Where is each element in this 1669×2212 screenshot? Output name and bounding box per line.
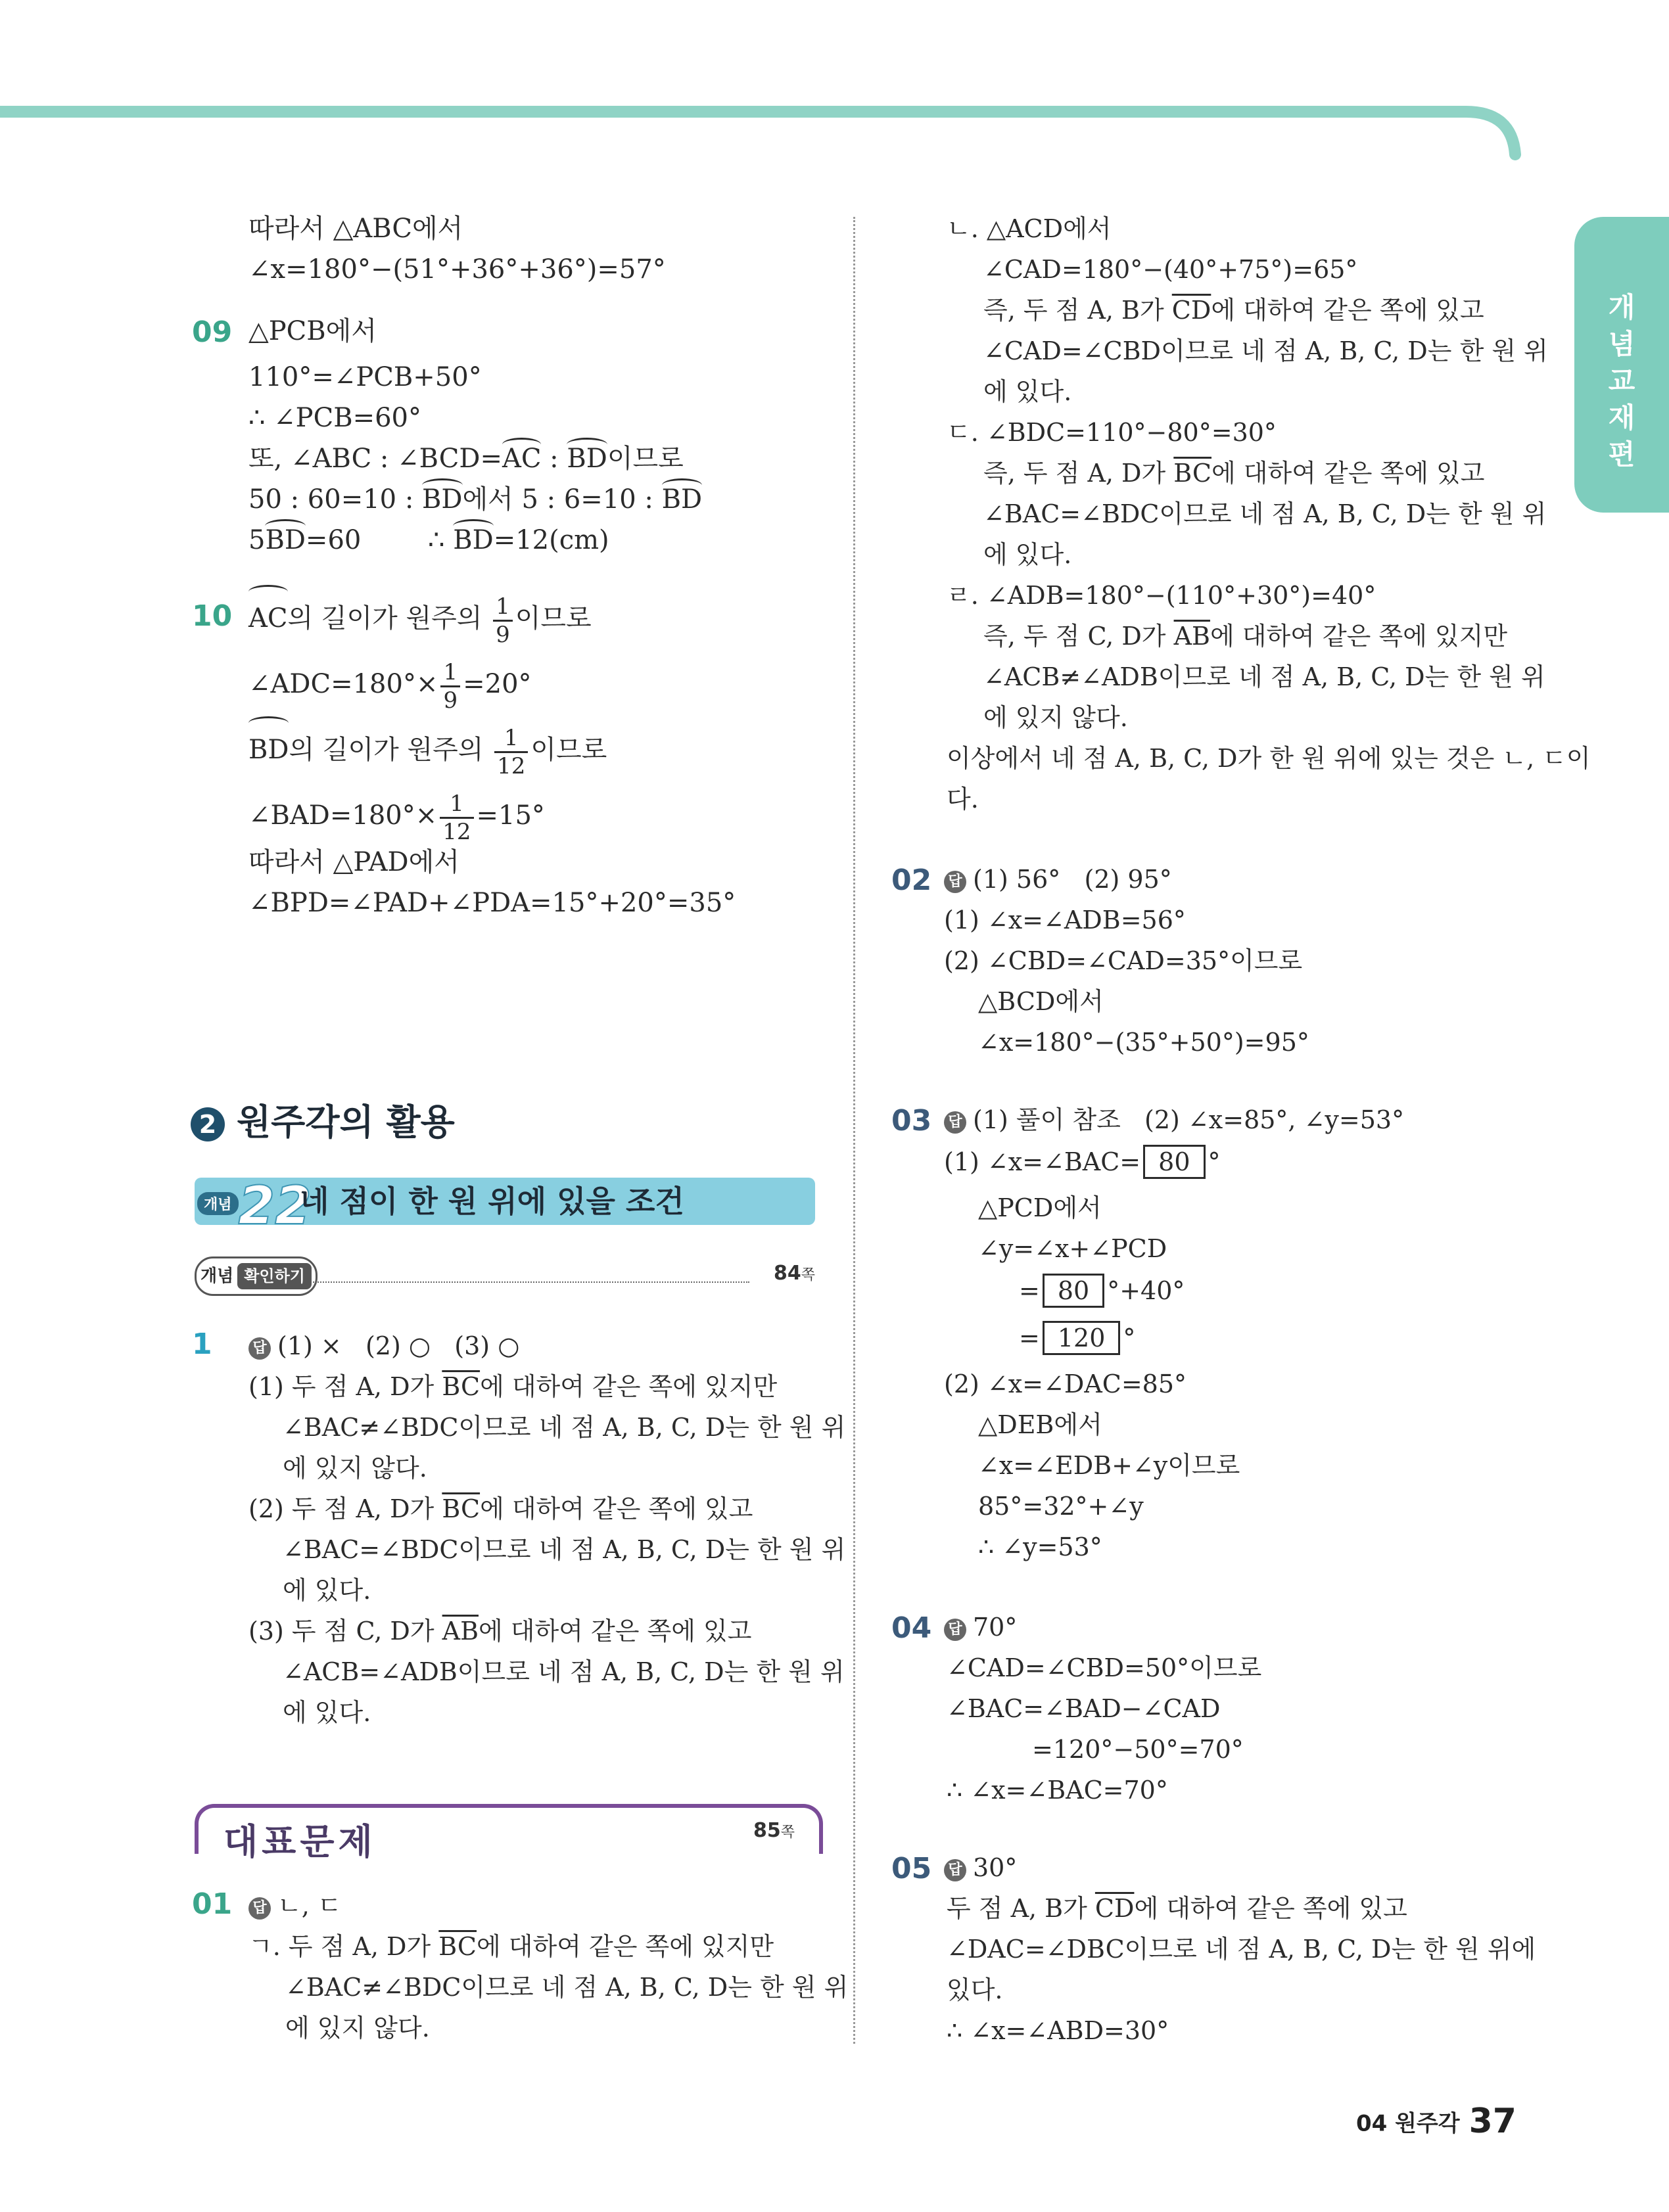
text-segment: 에 대하여 같은 쪽에 있고 [1134, 1894, 1407, 1923]
text-segment: 에 대하여 같은 쪽에 있지만 [480, 1372, 778, 1401]
text-line: △DEB에서 [978, 1410, 1102, 1439]
answer-text: 30° [973, 1853, 1018, 1882]
arc-symbol: BD [422, 482, 462, 517]
fraction [493, 593, 513, 648]
text-segment: ㄱ. 두 점 A, D가 [248, 1932, 439, 1961]
fraction-numerator: 1 [494, 725, 528, 753]
text-line: 따라서 △PAD에서 [248, 847, 459, 877]
segment-symbol: $\overline{BC}$ [442, 1372, 481, 1401]
segment-symbol: $\overline{CD}$ [1171, 296, 1211, 325]
problem-number-05: 05 [891, 1852, 932, 1885]
text-line [248, 720, 607, 779]
text-segment: ° [1123, 1324, 1136, 1352]
section-number: 2 [191, 1107, 225, 1141]
section-title: 원주각의 활용 [237, 1101, 455, 1143]
fraction-denominator: 9 [496, 621, 510, 648]
ratio-line [248, 442, 684, 476]
problem-number-04: 04 [891, 1611, 932, 1645]
concept-title: 네 점이 한 원 위에 있을 조건 [300, 1184, 684, 1219]
fraction [440, 659, 460, 714]
text-line: (2) ∠x=∠DAC=85° [944, 1370, 1187, 1398]
text-segment: (3) 두 점 C, D가 [248, 1617, 442, 1646]
text-line: ∴ ∠x=∠BAC=70° [947, 1776, 1168, 1805]
text-line: ∠BAC=∠BDC이므로 네 점 A, B, C, D는 한 원 위 [283, 1535, 846, 1564]
answer-icon: 답 [944, 1619, 966, 1641]
text-line: (1) ∠x=∠ADB=56° [944, 906, 1186, 934]
text-line: 에 있다. [983, 377, 1072, 406]
answer-text: (1) × (2) ○ (3) ○ [277, 1331, 520, 1360]
arc-symbol: BD [567, 442, 607, 476]
blank-box: 120 [1043, 1321, 1121, 1355]
text-segment: = [1019, 1324, 1040, 1352]
text-segment: ° [1208, 1147, 1221, 1176]
arc-symbol: BD [248, 720, 289, 779]
text-line: 에 있다. [983, 540, 1072, 569]
text-line [248, 1370, 777, 1404]
fraction-numerator: 1 [440, 659, 460, 687]
text-line: ∠x=180°−(35°+50°)=95° [978, 1028, 1309, 1057]
arc-symbol: BD [453, 523, 493, 557]
text-segment: 또, ∠ABC : ∠BCD= [248, 444, 502, 474]
text-line: △BCD에서 [978, 987, 1104, 1016]
text-line: ∠x=180°−(51°+36°+36°)=57° [248, 254, 666, 285]
page-reference [749, 1819, 799, 1842]
text-line [944, 1145, 1221, 1179]
page-reference [774, 1262, 815, 1285]
text-segment: ∠ADC=180°× [248, 669, 438, 699]
segment-symbol: $\overline{BC}$ [1173, 459, 1212, 488]
text-segment: 즉, 두 점 A, B가 [983, 296, 1172, 325]
concept-check-row [195, 1256, 815, 1296]
text-segment: 에 대하여 같은 쪽에 있고 [479, 1617, 752, 1646]
text-line [983, 456, 1484, 490]
text-line: 다. [947, 785, 979, 814]
text-line: ㄹ. ∠ADB=180°−(110°+30°)=40° [947, 581, 1376, 610]
text-line: ∠ACB=∠ADB이므로 네 점 A, B, C, D는 한 원 위 [283, 1657, 845, 1686]
text-line [248, 786, 545, 845]
text-segment: 즉, 두 점 C, D가 [983, 622, 1174, 651]
side-tab-label: 개념교재편 [1608, 291, 1635, 471]
result-line [248, 523, 609, 557]
text-line: 에 있다. [283, 1698, 371, 1727]
text-line: ∠BAC=∠BAD−∠CAD [947, 1694, 1221, 1723]
text-segment: (2) 두 점 A, D가 [248, 1494, 442, 1523]
representative-problem-title: 대표문제 [217, 1814, 383, 1864]
text-line [248, 655, 532, 714]
segment-symbol: $\overline{AB}$ [1173, 622, 1210, 651]
arc-symbol: AC [248, 589, 288, 648]
fraction-numerator: 1 [493, 593, 513, 622]
text-line [248, 1929, 774, 1964]
text-segment: (1) ∠x=∠BAC= [944, 1147, 1141, 1176]
arc-symbol: BD [265, 523, 305, 557]
page-number: 37 [1469, 2102, 1516, 2141]
concept-check-badge [195, 1256, 317, 1296]
text-line [248, 1614, 751, 1648]
text-segment: : [541, 444, 567, 474]
answer-icon: 답 [248, 1897, 271, 1920]
answer-line [944, 1610, 1017, 1644]
arc-symbol: AC [502, 442, 542, 476]
text-line [248, 589, 592, 648]
text-segment: 에서 5 : 6=10 : [462, 484, 662, 515]
answer-icon: 답 [944, 871, 966, 893]
text-line: ∠y=∠x+∠PCD [978, 1234, 1167, 1263]
text-line: △PCD에서 [978, 1193, 1102, 1222]
text-segment: 에 대하여 같은 쪽에 있고 [480, 1494, 753, 1523]
text-line: 따라서 △ABC에서 [248, 214, 463, 244]
text-line: ∠BAC≠∠BDC이므로 네 점 A, B, C, D는 한 원 위 [285, 1973, 849, 2002]
text-segment: = [1019, 1276, 1040, 1305]
answer-line [944, 862, 1172, 896]
concept-number: 22 [238, 1175, 312, 1236]
problem-number-02: 02 [891, 864, 932, 897]
fraction [440, 791, 473, 845]
text-line: ∠ACB≠∠ADB이므로 네 점 A, B, C, D는 한 원 위 [983, 662, 1545, 691]
ratio-line [248, 482, 702, 517]
text-line: ∠CAD=∠CBD=50°이므로 [947, 1653, 1262, 1682]
segment-symbol: $\overline{BC}$ [442, 1494, 481, 1523]
answer-icon: 답 [944, 1111, 966, 1134]
answer-text: (1) 56° (2) 95° [973, 865, 1172, 894]
text-segment: 에 대하여 같은 쪽에 있고 [1211, 296, 1484, 325]
fraction-numerator: 1 [440, 791, 473, 819]
page-ref-number: 84 [773, 1262, 801, 1285]
text-line: 있다. [947, 1975, 1003, 2004]
text-segment: =60 ∴ [305, 525, 454, 555]
text-segment: 즉, 두 점 A, D가 [983, 459, 1174, 488]
blank-box: 80 [1143, 1145, 1205, 1179]
text-segment: 두 점 A, B가 [947, 1894, 1095, 1923]
dotted-leader [313, 1281, 749, 1283]
text-line: ∠CAD=180°−(40°+75°)=65° [983, 255, 1358, 284]
concept-label: 개념 [197, 1192, 239, 1215]
text-line: =120°−50°=70° [1032, 1735, 1244, 1764]
page-ref-unit: 쪽 [801, 1267, 815, 1283]
problem-number-09: 09 [192, 315, 233, 349]
text-line: ∠BAC=∠BDC이므로 네 점 A, B, C, D는 한 원 위 [983, 499, 1547, 528]
page-ref-unit: 쪽 [780, 1824, 795, 1841]
text-segment: =12(cm) [493, 525, 609, 555]
problem-number-1: 1 [192, 1327, 212, 1361]
side-tab-concept-textbook[interactable] [1574, 217, 1669, 513]
text-line: ∠BAC≠∠BDC이므로 네 점 A, B, C, D는 한 원 위 [283, 1413, 846, 1442]
text-segment: °+40° [1107, 1276, 1185, 1305]
text-line [248, 1492, 753, 1526]
text-line: ∠CAD=∠CBD이므로 네 점 A, B, C, D는 한 원 위 [983, 336, 1548, 365]
text-line: ∠BPD=∠PAD+∠PDA=15°+20°=35° [248, 888, 736, 918]
text-line: 에 있지 않다. [285, 2014, 430, 2042]
text-line: 에 있지 않다. [983, 703, 1128, 732]
text-line: 에 있지 않다. [283, 1454, 427, 1483]
arc-symbol: BD [662, 482, 702, 517]
text-line [947, 1891, 1407, 1925]
chapter-label: 04 원주각 [1355, 2110, 1460, 2137]
text-segment: 의 길이가 원주의 [287, 603, 491, 634]
text-segment: 에 대하여 같은 쪽에 있고 [1211, 459, 1485, 488]
problem-number-10: 10 [192, 599, 233, 633]
text-line: ㄷ. ∠BDC=110°−80°=30° [947, 418, 1277, 447]
answer-line [248, 1889, 342, 1923]
text-segment: 이므로 [530, 735, 607, 765]
section-heading [191, 1094, 455, 1145]
text-segment: 에 대하여 같은 쪽에 있지만 [477, 1932, 774, 1961]
text-segment: 의 길이가 원주의 [289, 735, 492, 765]
text-line: 110°=∠PCB+50° [248, 362, 482, 392]
text-line: ∴ ∠x=∠ABD=30° [947, 2016, 1169, 2045]
text-segment: 이므로 [607, 444, 684, 474]
concept-badge [197, 1175, 312, 1236]
fraction-denominator: 12 [497, 752, 526, 779]
text-segment: =20° [463, 669, 532, 699]
column-divider [853, 217, 855, 2044]
answer-line [248, 1329, 519, 1363]
answer-icon: 답 [248, 1337, 271, 1360]
fraction [494, 725, 528, 779]
problem-number-01: 01 [192, 1887, 233, 1921]
page-footer [1356, 2102, 1516, 2141]
page-ref-number: 85 [753, 1819, 781, 1842]
text-segment: 에 대하여 같은 쪽에 있지만 [1210, 622, 1508, 651]
badge-text: 개념 [200, 1266, 234, 1286]
segment-symbol: $\overline{AB}$ [442, 1617, 479, 1646]
fraction-denominator: 12 [442, 818, 471, 845]
top-header-bar [0, 0, 1669, 171]
text-line [1019, 1321, 1135, 1355]
answer-text: (1) 풀이 참조 (2) ∠x=85°, ∠y=53° [973, 1105, 1405, 1134]
text-segment: (1) 두 점 A, D가 [248, 1372, 442, 1401]
text-line: 에 있다. [283, 1576, 371, 1605]
text-line [983, 619, 1507, 653]
text-line: ∠x=∠EDB+∠y이므로 [978, 1451, 1240, 1480]
text-line: △PCB에서 [248, 316, 377, 346]
answer-line [944, 1851, 1017, 1885]
text-line [983, 293, 1484, 327]
text-segment: =15° [476, 800, 545, 831]
text-segment: 이므로 [515, 603, 592, 634]
text-segment: 50 : 60=10 : [248, 484, 423, 515]
blank-box: 80 [1043, 1274, 1104, 1308]
fraction-denominator: 9 [443, 687, 458, 714]
answer-text: ㄴ, ㄷ [277, 1891, 342, 1920]
problem-number-03: 03 [891, 1104, 932, 1138]
text-line: ∠DAC=∠DBC이므로 네 점 A, B, C, D는 한 원 위에 [947, 1935, 1536, 1964]
text-line: ∴ ∠PCB=60° [248, 403, 422, 433]
text-line: (2) ∠CBD=∠CAD=35°이므로 [944, 946, 1303, 975]
answer-line [944, 1103, 1404, 1137]
text-line: ㄴ. △ACD에서 [947, 214, 1112, 243]
text-line [1019, 1274, 1185, 1308]
answer-icon: 답 [944, 1859, 966, 1881]
text-line: ∴ ∠y=53° [978, 1532, 1102, 1561]
text-segment: 5 [248, 525, 266, 555]
badge-inner-text: 확인하기 [237, 1263, 312, 1289]
text-segment: ∠BAD=180°× [248, 800, 438, 831]
answer-text: 70° [973, 1613, 1018, 1642]
segment-symbol: $\overline{CD}$ [1094, 1894, 1135, 1923]
segment-symbol: $\overline{BC}$ [438, 1932, 477, 1961]
text-line: 85°=32°+∠y [978, 1492, 1144, 1521]
text-line: 이상에서 네 점 A, B, C, D가 한 원 위에 있는 것은 ㄴ, ㄷ이 [947, 744, 1591, 773]
